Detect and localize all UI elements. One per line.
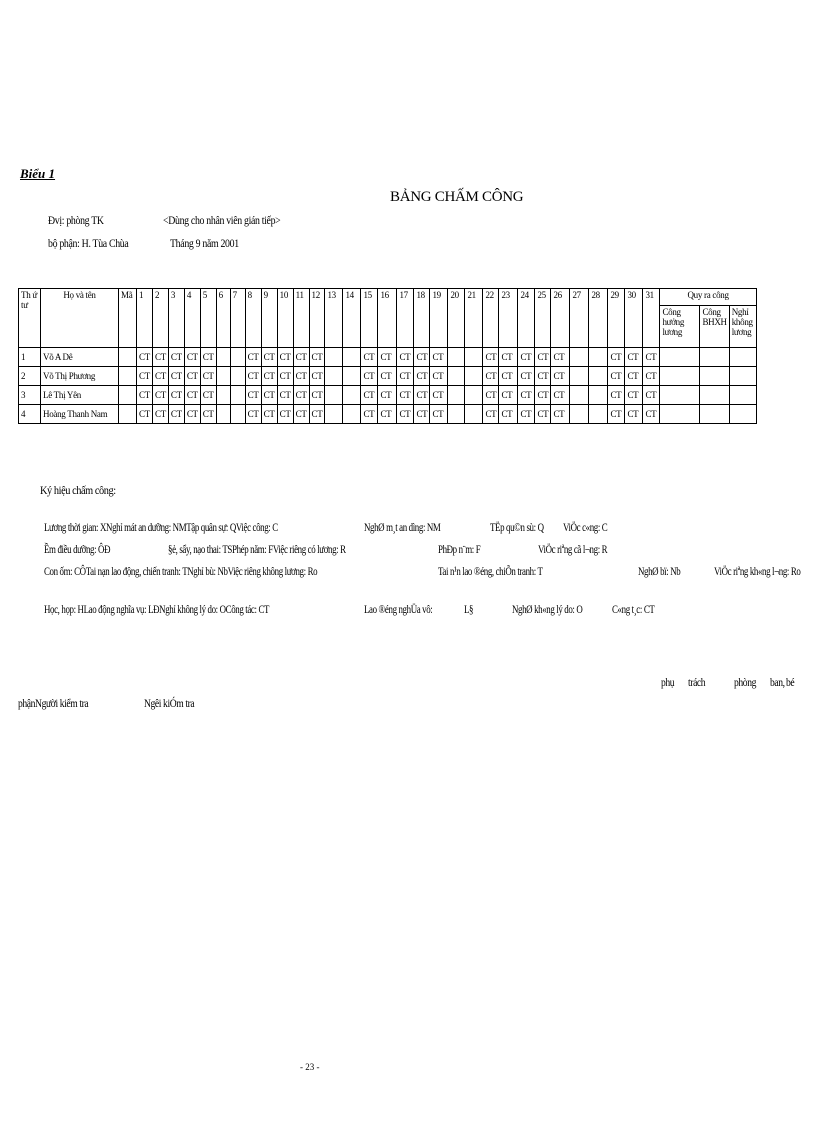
attendance-cell-empty: [216, 348, 230, 367]
attendance-cell-empty: [465, 348, 483, 367]
summary-cell: [729, 367, 756, 386]
header-group: Quy ra công: [660, 289, 756, 306]
attendance-cell: CT: [277, 367, 293, 386]
attendance-cell-empty: [570, 386, 589, 405]
attendance-cell: CT: [245, 348, 261, 367]
attendance-cell: CT: [200, 348, 216, 367]
legend-line-4d: NghØ kh«ng lý do: O: [512, 602, 583, 616]
header-day: 14: [343, 289, 361, 348]
row-stt: 3: [19, 386, 41, 405]
attendance-cell: CT: [200, 386, 216, 405]
header-day: 29: [608, 289, 625, 348]
row-name: Võ Thị Phương: [41, 367, 119, 386]
timesheet-table: [18, 288, 757, 424]
signature-right-4: ban,: [770, 675, 785, 689]
attendance-cell: CT: [625, 405, 643, 424]
summary-cell: [700, 348, 729, 367]
attendance-cell: CT: [499, 405, 518, 424]
attendance-cell: CT: [245, 386, 261, 405]
header-day: 24: [518, 289, 535, 348]
summary-cell: [660, 348, 700, 367]
legend-heading: Ký hiệu chấm công:: [40, 483, 116, 497]
attendance-cell-empty: [465, 386, 483, 405]
attendance-cell: CT: [245, 405, 261, 424]
attendance-cell: CT: [293, 348, 309, 367]
legend-line-2d: ViÖc riªng cã l¬ng: R: [538, 542, 608, 556]
summary-cell: [660, 405, 700, 424]
header-day: 21: [465, 289, 483, 348]
unit-label: Đvị: phòng TK: [48, 213, 104, 227]
attendance-cell: CT: [293, 367, 309, 386]
row-stt: 2: [19, 367, 41, 386]
legend-line-4c: L§: [464, 602, 474, 616]
legend-line-3c: NghØ bï: Nb: [638, 564, 681, 578]
attendance-cell: CT: [397, 367, 414, 386]
legend-line-4e: C«ng t¸c: CT: [612, 602, 655, 616]
attendance-cell: CT: [483, 348, 499, 367]
attendance-cell: CT: [293, 386, 309, 405]
attendance-cell: CT: [643, 405, 660, 424]
attendance-cell: CT: [430, 386, 448, 405]
attendance-cell-empty: [325, 386, 343, 405]
attendance-cell: CT: [361, 386, 378, 405]
attendance-cell: CT: [643, 348, 660, 367]
attendance-cell: CT: [184, 367, 200, 386]
header-day: 19: [430, 289, 448, 348]
attendance-cell: CT: [608, 367, 625, 386]
legend-line-1: Lương thời gian: XNghỉ mát an dưỡng: NMTập quân sự: QViệc công: C: [44, 520, 278, 534]
attendance-cell: CT: [397, 386, 414, 405]
attendance-cell-empty: [589, 386, 608, 405]
signature-left-b: Ngêi kiÓm tra: [144, 696, 195, 710]
row-name: Hoàng Thanh Nam: [41, 405, 119, 424]
header-day: 9: [261, 289, 277, 348]
attendance-cell: CT: [643, 386, 660, 405]
signature-left: phậnNgười kiểm tra: [18, 696, 89, 710]
attendance-cell: CT: [378, 405, 397, 424]
summary-cell: [660, 367, 700, 386]
attendance-cell: CT: [414, 348, 430, 367]
attendance-cell: CT: [378, 348, 397, 367]
attendance-cell: CT: [397, 348, 414, 367]
header-stt: Th ứ tư: [19, 289, 41, 348]
attendance-cell: CT: [361, 367, 378, 386]
attendance-cell-empty: [448, 348, 465, 367]
header-day: 10: [277, 289, 293, 348]
attendance-cell: CT: [483, 386, 499, 405]
attendance-cell: CT: [625, 386, 643, 405]
header-day: 2: [153, 289, 169, 348]
legend-line-1b: NghØ m¸t an dìng: NM: [364, 520, 441, 534]
legend-line-2b: §ẻ, sẩy, nạo thai: TSPhép năm: FViệc riêng có lương: R: [168, 542, 346, 556]
row-stt: 1: [19, 348, 41, 367]
attendance-cell: CT: [483, 367, 499, 386]
attendance-cell: CT: [608, 405, 625, 424]
attendance-cell: CT: [499, 386, 518, 405]
attendance-cell: CT: [200, 367, 216, 386]
legend-line-3d: ViÖc riªng kh«ng l¬ng: Ro: [714, 564, 801, 578]
attendance-cell: CT: [261, 367, 277, 386]
header-day: 5: [200, 289, 216, 348]
signature-right-5: bé: [786, 675, 795, 689]
header-day: 27: [570, 289, 589, 348]
row-name: Lê Thị Yên: [41, 386, 119, 405]
legend-line-4: Học, họp: HLao động nghĩa vụ: LĐNghỉ không lý do: OCông tác: CT: [44, 602, 270, 616]
attendance-cell-empty: [448, 367, 465, 386]
attendance-cell: CT: [277, 348, 293, 367]
attendance-cell: CT: [153, 405, 169, 424]
summary-cell: [660, 386, 700, 405]
attendance-cell: CT: [414, 405, 430, 424]
attendance-cell: CT: [551, 386, 570, 405]
header-day: 3: [168, 289, 184, 348]
attendance-cell: CT: [261, 348, 277, 367]
attendance-cell: CT: [137, 348, 153, 367]
summary-cell: [729, 348, 756, 367]
legend-line-1c: TËp qu©n sù: Q: [490, 520, 544, 534]
attendance-cell: CT: [261, 386, 277, 405]
header-day: 15: [361, 289, 378, 348]
legend-line-3b: Tai n¹n lao ®éng, chiÕn tranh: T: [438, 564, 543, 578]
attendance-cell: CT: [137, 367, 153, 386]
attendance-cell: CT: [309, 348, 325, 367]
period-label: Tháng 9 năm 2001: [170, 236, 239, 250]
attendance-cell: CT: [643, 367, 660, 386]
header-day: 7: [230, 289, 245, 348]
header-day: 6: [216, 289, 230, 348]
attendance-cell: CT: [277, 405, 293, 424]
form-label: Biểu 1: [20, 166, 56, 181]
summary-cell: [700, 405, 729, 424]
attendance-cell: CT: [608, 348, 625, 367]
header-name: Họ và tên: [41, 289, 119, 348]
signature-right-1: phụ: [661, 675, 675, 689]
attendance-cell-empty: [448, 405, 465, 424]
page-title: BẢNG CHẤM CÔNG: [390, 189, 524, 205]
attendance-cell: CT: [309, 386, 325, 405]
attendance-cell-empty: [570, 367, 589, 386]
header-day: 1: [137, 289, 153, 348]
attendance-cell-empty: [216, 367, 230, 386]
signature-right-3: phòng: [734, 675, 756, 689]
table-row: [19, 348, 757, 367]
attendance-cell: CT: [309, 405, 325, 424]
row-stt: 4: [19, 405, 41, 424]
attendance-cell: CT: [184, 348, 200, 367]
header-day: 18: [414, 289, 430, 348]
header-sub: Công BHXH: [700, 305, 729, 347]
header-day: 13: [325, 289, 343, 348]
attendance-cell: CT: [153, 386, 169, 405]
attendance-cell: CT: [499, 348, 518, 367]
attendance-cell: CT: [261, 405, 277, 424]
attendance-cell: CT: [535, 386, 551, 405]
legend-line-4b: Lao ®éng nghÜa vô:: [364, 602, 433, 616]
header-day: 30: [625, 289, 643, 348]
attendance-cell-empty: [589, 405, 608, 424]
attendance-cell: CT: [168, 386, 184, 405]
attendance-cell-empty: [570, 405, 589, 424]
attendance-cell: CT: [168, 405, 184, 424]
header-day: 8: [245, 289, 261, 348]
header-day: 22: [483, 289, 499, 348]
attendance-cell-empty: [343, 386, 361, 405]
attendance-cell-empty: [230, 367, 245, 386]
summary-cell: [729, 386, 756, 405]
legend-line-3: Con ốm: CÔTai nạn lao động, chiến tranh: TNghỉ bù: NbViệc riêng không lương: Ro: [44, 564, 318, 578]
row-code: [119, 367, 137, 386]
attendance-cell: CT: [414, 367, 430, 386]
header-day: 28: [589, 289, 608, 348]
attendance-cell: CT: [535, 348, 551, 367]
attendance-cell: CT: [137, 386, 153, 405]
header-code: Mã: [119, 289, 137, 348]
attendance-cell: CT: [518, 367, 535, 386]
attendance-cell: CT: [430, 348, 448, 367]
row-name: Võ A Dê: [41, 348, 119, 367]
legend-line-1d: ViÖc c«ng: C: [563, 520, 608, 534]
attendance-cell: CT: [245, 367, 261, 386]
header-day: 12: [309, 289, 325, 348]
attendance-cell: CT: [499, 367, 518, 386]
attendance-cell-empty: [465, 405, 483, 424]
attendance-cell: CT: [414, 386, 430, 405]
attendance-cell: CT: [518, 405, 535, 424]
attendance-cell: CT: [184, 405, 200, 424]
header-sub: Công hưởng lương: [660, 305, 700, 347]
attendance-cell-empty: [570, 348, 589, 367]
header-day: 11: [293, 289, 309, 348]
summary-cell: [700, 386, 729, 405]
attendance-cell: CT: [625, 367, 643, 386]
attendance-cell: CT: [293, 405, 309, 424]
attendance-cell: CT: [378, 386, 397, 405]
usage-note: <Dùng cho nhân viên gián tiếp>: [163, 213, 281, 227]
header-day: 20: [448, 289, 465, 348]
attendance-cell: CT: [309, 367, 325, 386]
attendance-cell: CT: [184, 386, 200, 405]
attendance-cell: CT: [200, 405, 216, 424]
header-day: 16: [378, 289, 397, 348]
summary-cell: [700, 367, 729, 386]
legend-line-2: Ềm điều dưỡng: ÔĐ: [44, 542, 111, 556]
attendance-cell: CT: [625, 348, 643, 367]
attendance-cell-empty: [325, 348, 343, 367]
department-label: bộ phận: H. Tùa Chùa: [48, 236, 129, 250]
attendance-cell: CT: [361, 405, 378, 424]
attendance-cell: CT: [168, 348, 184, 367]
attendance-cell-empty: [343, 405, 361, 424]
attendance-cell: CT: [483, 405, 499, 424]
row-code: [119, 405, 137, 424]
attendance-cell: CT: [535, 367, 551, 386]
attendance-cell-empty: [465, 367, 483, 386]
attendance-cell: CT: [153, 348, 169, 367]
attendance-cell-empty: [589, 348, 608, 367]
attendance-cell: CT: [551, 367, 570, 386]
attendance-cell: CT: [397, 405, 414, 424]
attendance-cell: CT: [153, 367, 169, 386]
summary-cell: [729, 405, 756, 424]
attendance-cell-empty: [216, 405, 230, 424]
header-day: 26: [551, 289, 570, 348]
attendance-cell: CT: [608, 386, 625, 405]
attendance-cell-empty: [230, 386, 245, 405]
attendance-cell-empty: [448, 386, 465, 405]
signature-right-2: trách: [688, 675, 706, 689]
attendance-cell: CT: [137, 405, 153, 424]
attendance-cell-empty: [343, 367, 361, 386]
attendance-cell: CT: [551, 348, 570, 367]
header-day: 31: [643, 289, 660, 348]
attendance-cell: CT: [518, 386, 535, 405]
attendance-cell: CT: [551, 405, 570, 424]
attendance-cell-empty: [230, 348, 245, 367]
attendance-cell: CT: [378, 367, 397, 386]
attendance-cell: CT: [277, 386, 293, 405]
header-sub: Nghỉ không lương: [729, 305, 756, 347]
header-day: 17: [397, 289, 414, 348]
attendance-cell: CT: [430, 405, 448, 424]
row-code: [119, 348, 137, 367]
header-day: 23: [499, 289, 518, 348]
header-day: 25: [535, 289, 551, 348]
table-row: [19, 367, 757, 386]
attendance-cell: CT: [168, 367, 184, 386]
attendance-cell-empty: [230, 405, 245, 424]
attendance-cell-empty: [216, 386, 230, 405]
attendance-cell-empty: [589, 367, 608, 386]
table-row: [19, 386, 757, 405]
attendance-cell: CT: [535, 405, 551, 424]
row-code: [119, 386, 137, 405]
attendance-cell-empty: [343, 348, 361, 367]
attendance-cell-empty: [325, 367, 343, 386]
attendance-cell-empty: [325, 405, 343, 424]
header-day: 4: [184, 289, 200, 348]
attendance-cell: CT: [518, 348, 535, 367]
attendance-cell: CT: [430, 367, 448, 386]
attendance-cell: CT: [361, 348, 378, 367]
page-number: - 23 -: [300, 1062, 320, 1072]
table-row: [19, 405, 757, 424]
legend-line-2c: PhÐp n¨m: F: [438, 542, 481, 556]
